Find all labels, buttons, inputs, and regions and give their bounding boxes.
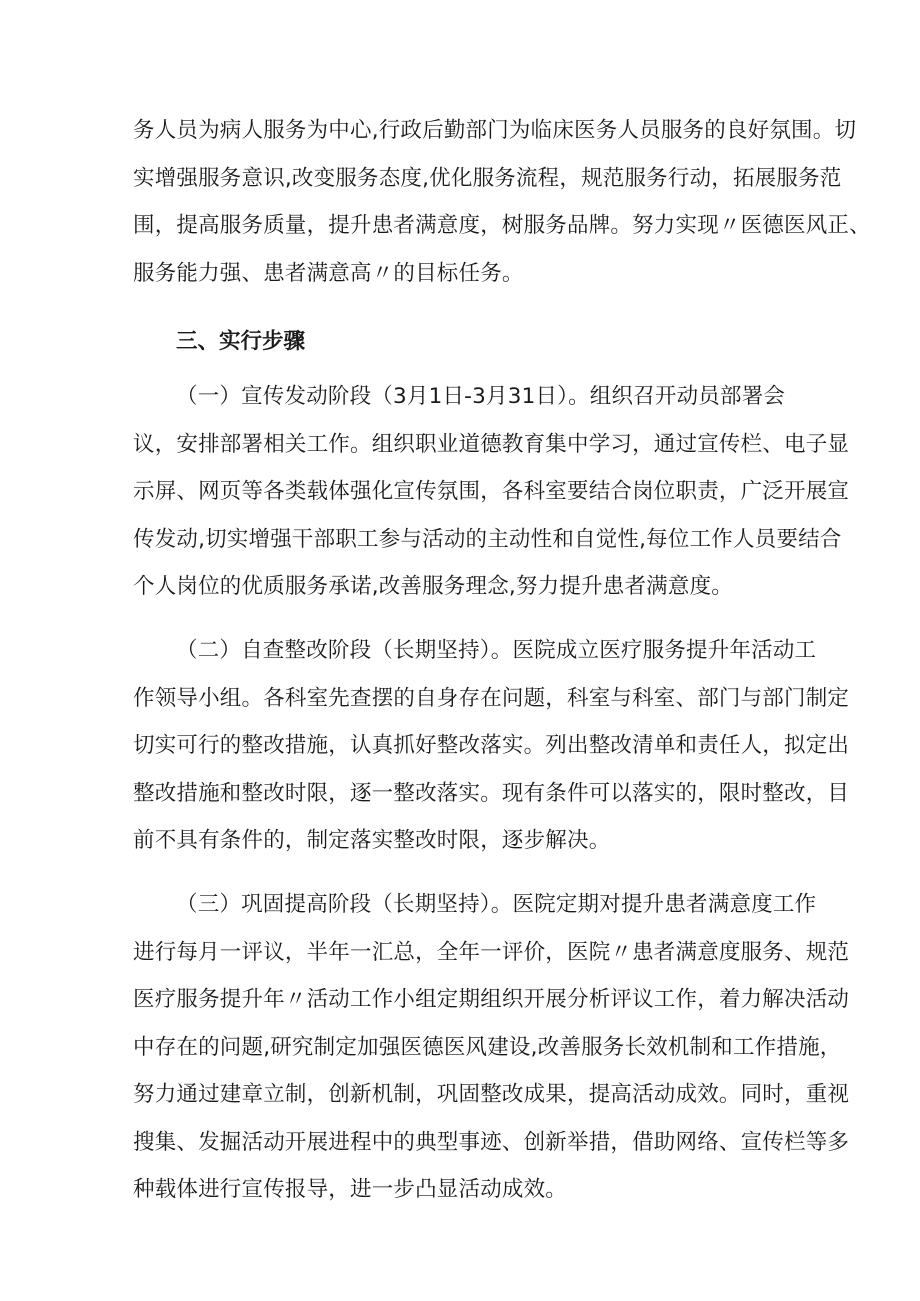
text-line: 议，安排部署相关工作。组织职业道德教育集中学习，通过宣传栏、电子显	[133, 431, 850, 457]
text-line: （二）自查整改阶段（长期坚持）。医院成立医疗服务提升年活动工	[176, 638, 817, 663]
stage-one-paragraph	[133, 373, 850, 611]
text-line: 个人岗位的优质服务承诺,改善服务理念,努力提升患者满意度。	[133, 574, 733, 599]
text-line: 搜集、发掘活动开展进程中的典型事迹、创新举措，借助网络、宣传栏等多	[133, 1129, 850, 1155]
text-line: 前不具有条件的，制定落实整改时限，逐步解决。	[133, 828, 611, 853]
text-line: （一）宣传发动阶段（3月1日-3月31日）。组织召开动员部署会	[176, 384, 786, 409]
text-line: （三）巩固提高阶段（长期坚持）。医院定期对提升患者满意度工作	[176, 892, 817, 917]
text-line: 实增强服务意识,改变服务态度,优化服务流程，规范服务行动，拓展服务范	[133, 165, 842, 191]
text-line: 进行每月一评议，半年一汇总，全年一评价，医院〃患者满意度服务、规范	[133, 939, 850, 965]
text-line: 服务能力强、患者满意高〃的目标任务。	[133, 260, 524, 286]
text-line: 中存在的问题,研究制定加强医德医风建设,改善服务长效机制和工作措施，	[133, 1034, 842, 1060]
text-line: 围，提高服务质量，提升患者满意度，树服务品牌。努力实现〃医德医风正、	[133, 213, 871, 238]
text-line: 作领导小组。各科室先查摆的自身存在问题，科室与科室、部门与部门制定	[133, 685, 850, 711]
stage-two-paragraph	[133, 627, 850, 865]
text-line: 示屏、网页等各类载体强化宣传氛围，各科室要结合岗位职责，广泛开展宣	[133, 479, 850, 504]
intro-paragraph	[133, 107, 871, 297]
text-line: 整改措施和整改时限，逐一整改落实。现有条件可以落实的，限时整改，目	[133, 780, 850, 806]
stage-three-paragraph	[133, 881, 850, 1214]
text-line: 种载体进行宣传报导，进一步凸显活动成效。	[133, 1177, 568, 1202]
text-line: 切实可行的整改措施，认真抓好整改落实。列出整改清单和责任人，拟定出	[133, 733, 850, 758]
text-line: 医疗服务提升年〃活动工作小组定期组织开展分析评议工作，着力解决活动	[133, 987, 850, 1012]
text-line: 传发动,切实增强干部职工参与活动的主动性和自觉性,每位工作人员要结合	[133, 526, 842, 552]
text-line: 务人员为病人服务为中心,行政后勤部门为临床医务人员服务的良好氛围。切	[133, 118, 857, 143]
text-line: 努力通过建章立制，创新机制，巩固整改成果，提高活动成效。同时，重视	[133, 1082, 850, 1107]
section-heading: 三、实行步骤	[176, 329, 306, 354]
